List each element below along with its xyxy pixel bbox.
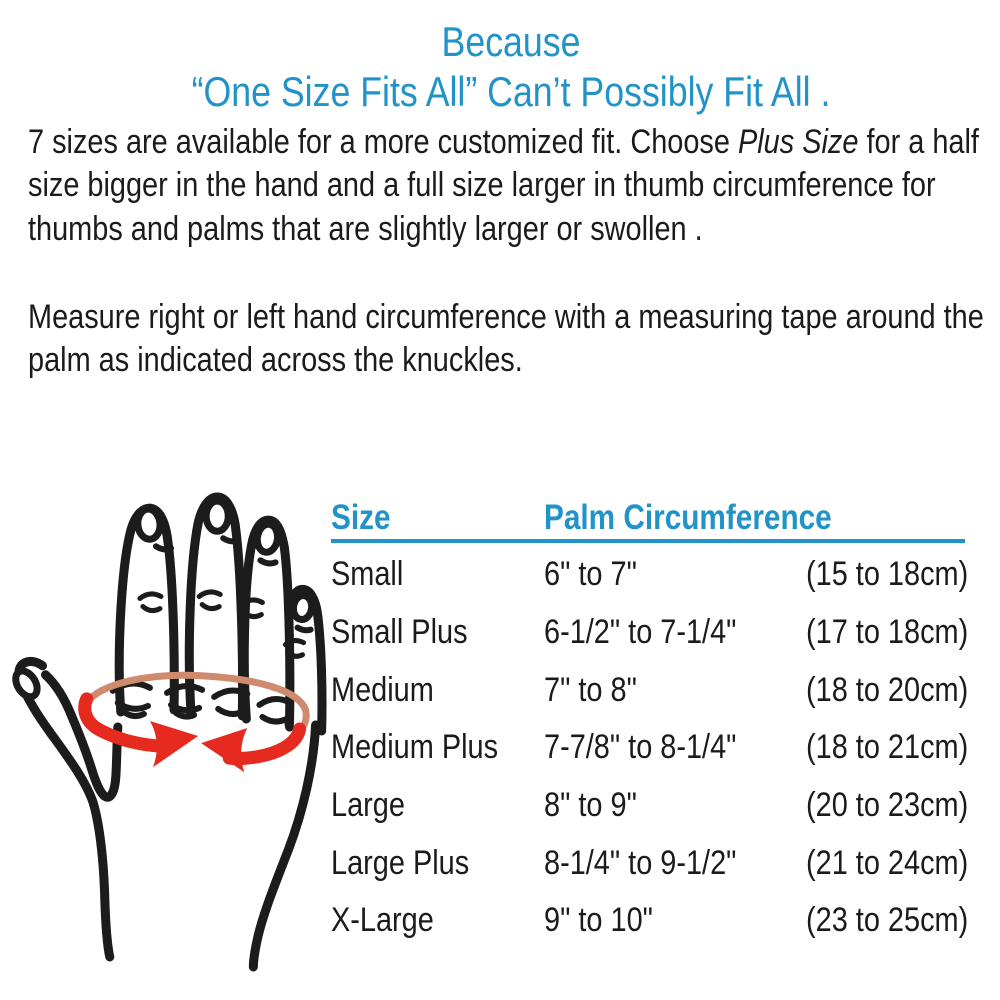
middle-nail (206, 501, 228, 531)
intro-line1-italic: Plus Size (737, 123, 859, 161)
right-arrowhead (201, 728, 247, 772)
measure-line1: Measure right or left hand circumference with a measuring tape around the (28, 298, 984, 336)
headline (22, 17, 1000, 117)
measure-paragraph (28, 296, 984, 383)
left-arrowhead (150, 721, 198, 767)
size-column-header: Size (331, 498, 391, 537)
table-row: Large 8" to 9" (20 to 23cm) (331, 786, 969, 825)
intro-line1-post: for a half (858, 123, 979, 161)
intro-line3: thumbs and palms that are slightly larger or swollen . (28, 209, 703, 248)
headline-line2: “One Size Fits All” Can’t Possibly Fit All . (191, 68, 831, 115)
size-table-header (331, 499, 965, 543)
table-row: Small 6" to 7" (15 to 18cm) (331, 555, 969, 594)
palm-column-header: Palm Circumference (544, 498, 832, 537)
ring-nail (256, 523, 280, 554)
table-row: Large Plus 8-1/4" to 9-1/2" (21 to 24cm) (331, 843, 969, 882)
intro-paragraph (28, 121, 980, 251)
index-nail (137, 508, 162, 540)
intro-line2: size bigger in the hand and a full size larger in thumb circumference for (28, 166, 936, 205)
pinky-nail (292, 594, 313, 620)
table-row: Medium Plus 7-7/8" to 8-1/4" (18 to 21cm) (331, 728, 969, 767)
measure-line2: palm as indicated across the knuckles. (28, 341, 523, 380)
headline-line1: Because (441, 18, 581, 65)
intro-line1-pre: 7 sizes are available for a more customized fit. Choose (28, 123, 738, 161)
intro-line1 (28, 121, 980, 164)
table-row: Medium 7" to 8" (18 to 20cm) (331, 670, 969, 709)
table-row: Small Plus 6-1/2" to 7-1/4" (17 to 18cm) (331, 613, 969, 652)
hand-measure-illustration (0, 478, 332, 972)
table-row: X-Large 9" to 10" (23 to 25cm) (331, 901, 969, 940)
size-table-body (331, 546, 981, 950)
thumb-nail (11, 667, 41, 700)
